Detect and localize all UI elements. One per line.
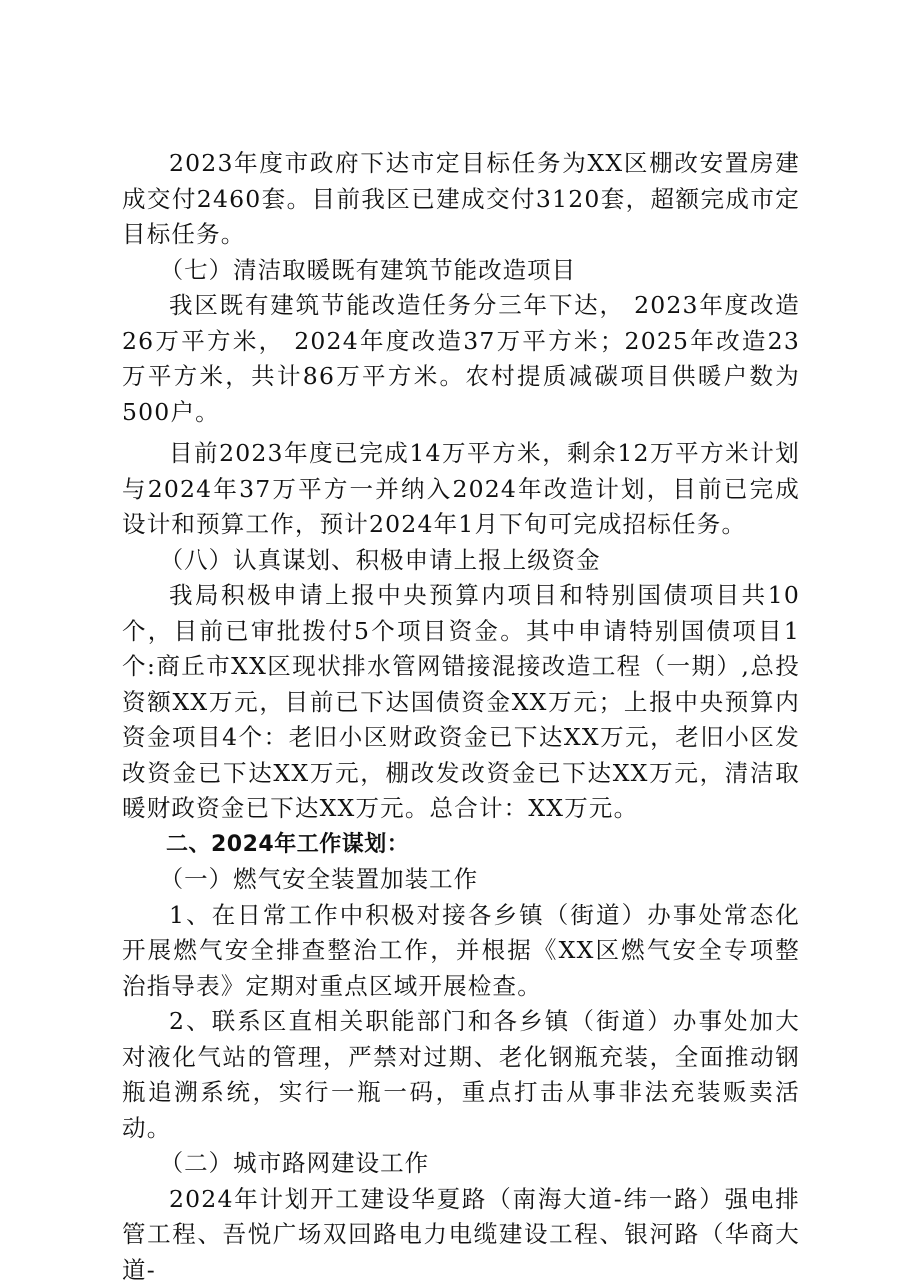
paragraph-gas-safety-inspection: 1、在日常工作中积极对接各乡镇（街道）办事处常态化开展燃气安全排查整治工作，并根据《XX区燃气安全专项整治指导表》定期对重点区域开展检查。 <box>122 898 800 1005</box>
paragraph-road-projects-2024: 2024年计划开工建设华夏路（南海大道-纬一路）强电排管工程、吾悦广场双回路电力电缆建设工程、银河路（华商大道- <box>122 1182 800 1288</box>
paragraph-funding-details: 我局积极申请上报中央预算内项目和特别国债项目共10个，目前已审批拨付5个项目资金。其中申请特别国债项目1个:商丘市XX区现状排水管网错接混接改造工程（一期）,总投资额XX万元，目前已下达国债资金XX万元；上报中央预算内资金项目4个：老旧小区财政资金已下达XX万元，老旧小区发改资金已下达XX万元，棚改发改资金已下达XX万元，清洁取暖财政资金已下达XX万元。总合计：XX万元。 <box>122 578 800 827</box>
paragraph-lpg-station-management: 2、联系区直相关职能部门和各乡镇（街道）办事处加大对液化气站的管理，严禁对过期、老化钢瓶充装，全面推动钢瓶追溯系统，实行一瓶一码，重点打击从事非法充装贩卖活动。 <box>122 1004 800 1146</box>
heading-funding-application: （八）认真谋划、积极申请上报上级资金 <box>122 543 800 579</box>
heading-2024-work-plan: 二、2024年工作谋划： <box>122 827 800 863</box>
paragraph-retrofit-progress: 目前2023年度已完成14万平方米，剩余12万平方米计划与2024年37万平方一并纳入2024年改造计划，目前已完成设计和预算工作，预计2024年1月下旬可完成招标任务。 <box>122 436 800 543</box>
heading-clean-heating-retrofit: （七）清洁取暖既有建筑节能改造项目 <box>122 253 800 289</box>
heading-road-network-construction: （二）城市路网建设工作 <box>122 1146 800 1182</box>
document-body <box>122 146 800 1288</box>
paragraph-housing-delivery: 2023年度市政府下达市定目标任务为XX区棚改安置房建成交付2460套。目前我区已建成交付3120套，超额完成市定目标任务。 <box>122 146 800 253</box>
heading-gas-safety-devices: （一）燃气安全装置加装工作 <box>122 862 800 898</box>
paragraph-retrofit-tasks: 我区既有建筑节能改造任务分三年下达， 2023年度改造26万平方米， 2024年度改造37万平方米；2025年改造23万平方米，共计86万平方米。农村提质减碳项目供暖户数为500户。 <box>122 288 800 430</box>
